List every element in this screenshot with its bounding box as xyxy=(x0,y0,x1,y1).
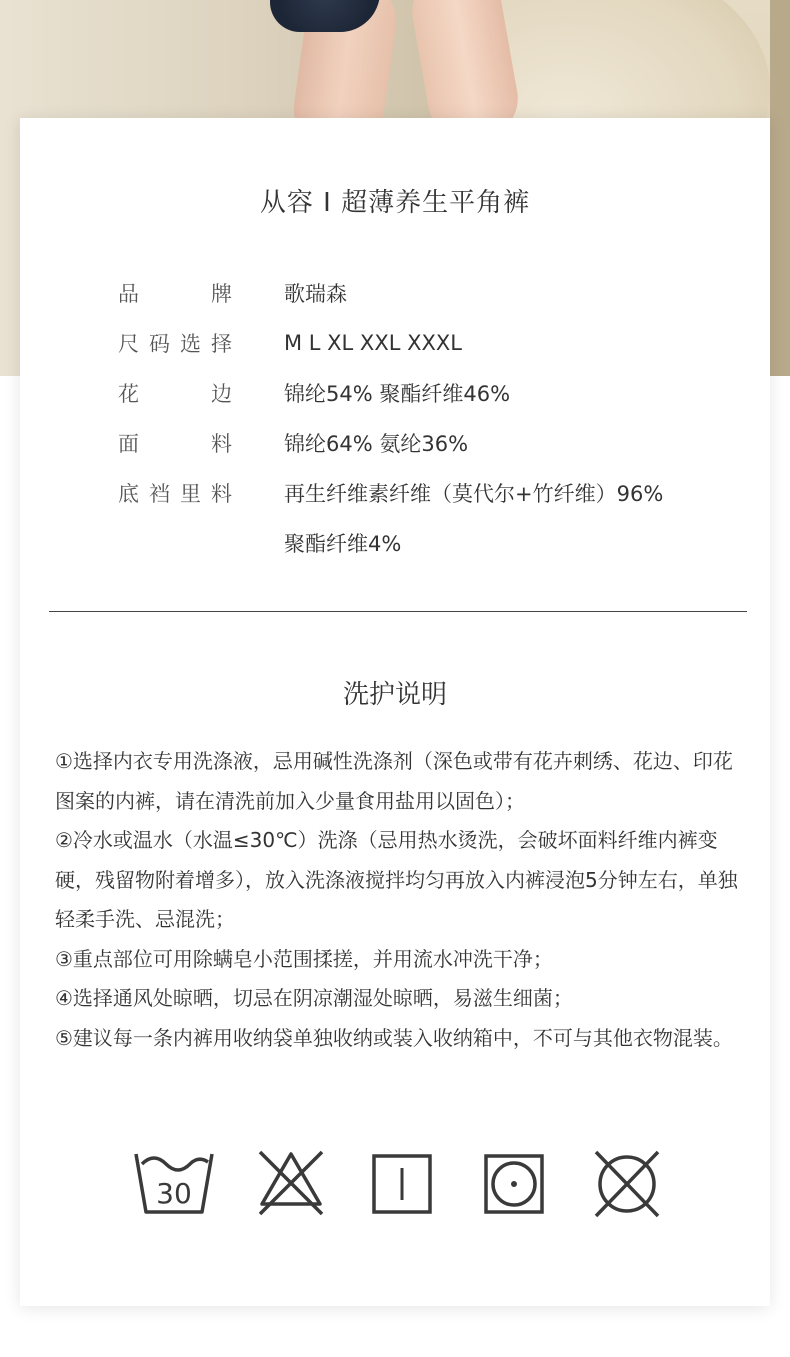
care-item: ⑤建议每一条内裤用收纳袋单独收纳或装入收纳箱中，不可与其他衣物混装。 xyxy=(55,1025,733,1050)
spec-label: 尺 码 选 择 xyxy=(118,332,232,356)
spec-label: 底 裆 里 料 xyxy=(118,482,232,506)
spec-label: 花 边 xyxy=(118,382,232,406)
hero-edge xyxy=(770,0,790,376)
spec-row-lace xyxy=(118,368,738,418)
spec-value: 聚酯纤维4% xyxy=(284,532,402,556)
spec-row-crotch-lining-cont xyxy=(118,518,738,568)
spec-label: 品 牌 xyxy=(118,282,232,306)
section-divider xyxy=(49,611,747,612)
spec-value: 再生纤维素纤维（莫代尔+竹纤维）96% xyxy=(284,482,664,506)
care-item: ④选择通风处晾晒，切忌在阴凉潮湿处晾晒，易滋生细菌； xyxy=(55,986,573,1010)
spec-label: 面 料 xyxy=(118,432,232,456)
care-instructions xyxy=(55,742,745,1058)
spec-row-size xyxy=(118,318,738,368)
spec-value: M L XL XXL XXXL xyxy=(284,331,462,355)
wash-30-icon xyxy=(132,1148,216,1222)
wash-temperature: 30 xyxy=(156,1177,192,1210)
no-bleach-icon xyxy=(256,1148,326,1222)
spec-value: 歌瑞森 xyxy=(284,282,347,306)
care-item: ②冷水或温水（水温≤30℃）洗涤（忌用热水烫洗，会破坏面料纤维内裤变硬，残留物附着增多），放入洗涤液搅拌均匀再放入内裤浸泡5分钟左右，单独轻柔手洗、忌混洗； xyxy=(55,828,738,931)
tumble-dry-icon xyxy=(482,1148,546,1222)
info-card xyxy=(20,118,770,1306)
spec-row-fabric xyxy=(118,418,738,468)
spec-table xyxy=(118,268,738,568)
line-dry-icon xyxy=(370,1148,434,1222)
spec-value: 锦纶64% 氨纶36% xyxy=(284,432,469,456)
no-dry-clean-icon xyxy=(592,1148,662,1222)
wash-symbols xyxy=(132,1148,672,1222)
product-title: 从容 I 超薄养生平角裤 xyxy=(259,188,531,218)
spec-row-brand xyxy=(118,268,738,318)
care-item: ①选择内衣专用洗涤液，忌用碱性洗涤剂（深色或带有花卉刺绣、花边、印花图案的内裤，请在清洗前加入少量食用盐用以固色）； xyxy=(55,749,733,813)
spec-row-crotch-lining xyxy=(118,468,738,518)
care-item: ③重点部位可用除螨皂小范围揉搓，并用流水冲洗干净； xyxy=(55,946,553,971)
spec-value: 锦纶54% 聚酯纤维46% xyxy=(284,382,511,406)
care-title: 洗护说明 xyxy=(342,680,447,710)
